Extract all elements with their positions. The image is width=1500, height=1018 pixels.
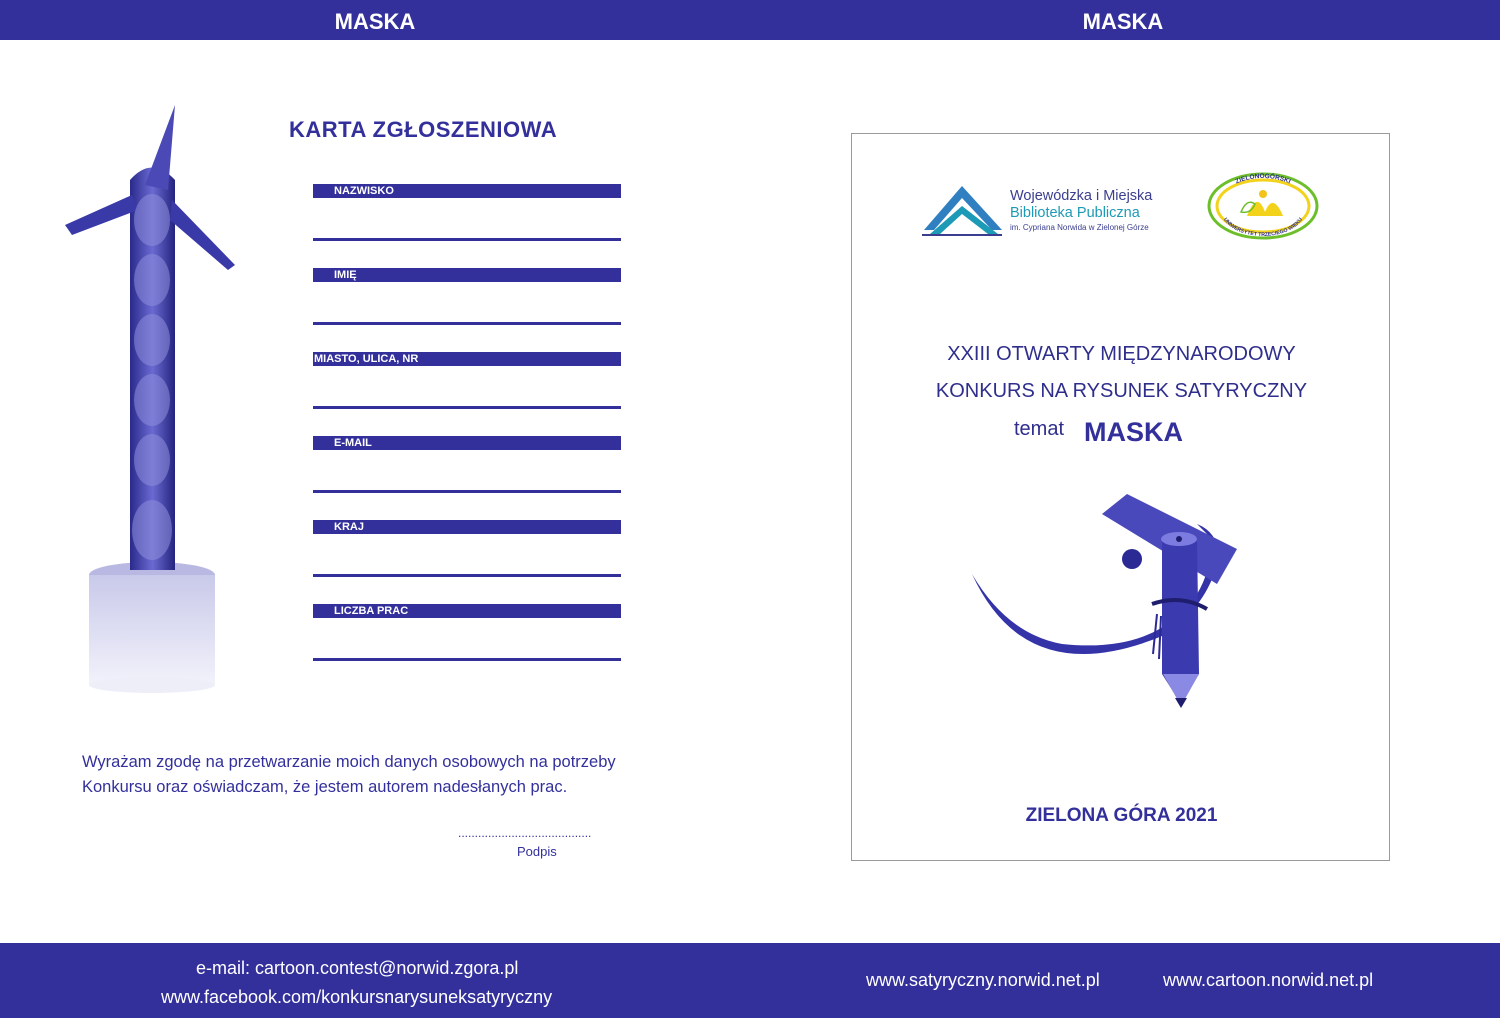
library-name [1010,188,1190,234]
library-logo [922,184,1182,236]
field-label-text: IMIĘ [334,269,357,281]
library-mountain-icon [922,184,1004,236]
consent-line: Konkursu oraz oświadczam, że jestem autorem nadesłanych prac. [82,778,568,796]
utw-logo [1207,172,1319,240]
cover-title-line1: XXIII OTWARTY MIĘDZYNARODOWY [947,343,1296,365]
library-line3: im. Cypriana Norwida w Zielonej Górze [1010,223,1149,232]
field-first-name [313,268,621,282]
signature-label: Podpis [517,844,557,859]
satyryczny-website-link[interactable]: www.satyryczny.norwid.net.pl [866,970,1100,990]
country-input-line[interactable] [313,574,621,577]
field-label [313,268,621,282]
field-label [313,184,621,198]
cover-city-year: ZIELONA GÓRA 2021 [1025,805,1218,826]
contest-email-link[interactable]: e-mail: cartoon.contest@norwid.zgora.pl [196,958,519,978]
consent-statement [82,750,682,800]
field-number-of-works [313,604,621,618]
address-input-line[interactable] [313,406,621,409]
email-input-line[interactable] [313,490,621,493]
field-label-text: NAZWISKO [334,185,394,197]
field-surname [313,184,621,198]
form-title: KARTA ZGŁOSZENIOWA [289,117,558,142]
utw-top-text: ZIELONOGÓRSKI [1234,172,1292,186]
first-name-input-line[interactable] [313,322,621,325]
trophy-sculpture-image [60,100,240,695]
right-header-title: MASKA [1082,9,1164,34]
signature-line[interactable]: ........................................ [458,826,592,840]
bottom-banner [0,943,1500,1018]
field-label-text: MIASTO, ULICA, NR [314,353,419,365]
library-line1: Wojewódzka i Miejska [1010,188,1153,204]
pencil-smile-illustration [967,494,1247,764]
cover-theme: MASKA [1084,417,1183,447]
facebook-link[interactable]: www.facebook.com/konkursnarysuneksatyryczny [161,987,553,1007]
cover-theme-prefix: temat [1014,418,1065,440]
top-banner [0,0,1500,40]
field-label [313,352,621,366]
cartoon-website-link[interactable]: www.cartoon.norwid.net.pl [1163,970,1374,990]
cover-page [851,133,1390,861]
field-country [313,520,621,534]
utw-bottom-text: UNIWERSYTET TRZECIEGO WIEKU [1222,216,1304,239]
left-header-title: MASKA [334,9,416,34]
field-label [313,604,621,618]
field-label-text: E-MAIL [334,437,372,449]
consent-line: Wyrażam zgodę na przetwarzanie moich danych osobowych na potrzeby [82,753,616,771]
field-label-text: KRAJ [334,521,364,533]
cover-title-line2: KONKURS NA RYSUNEK SATYRYCZNY [935,380,1308,402]
field-label-text: LICZBA PRAC [334,605,409,617]
field-address [313,352,621,366]
field-label [313,436,621,450]
field-label [313,520,621,534]
field-email [313,436,621,450]
library-line2: Biblioteka Publiczna [1010,205,1140,221]
surname-input-line[interactable] [313,238,621,241]
number-of-works-input-line[interactable] [313,658,621,661]
